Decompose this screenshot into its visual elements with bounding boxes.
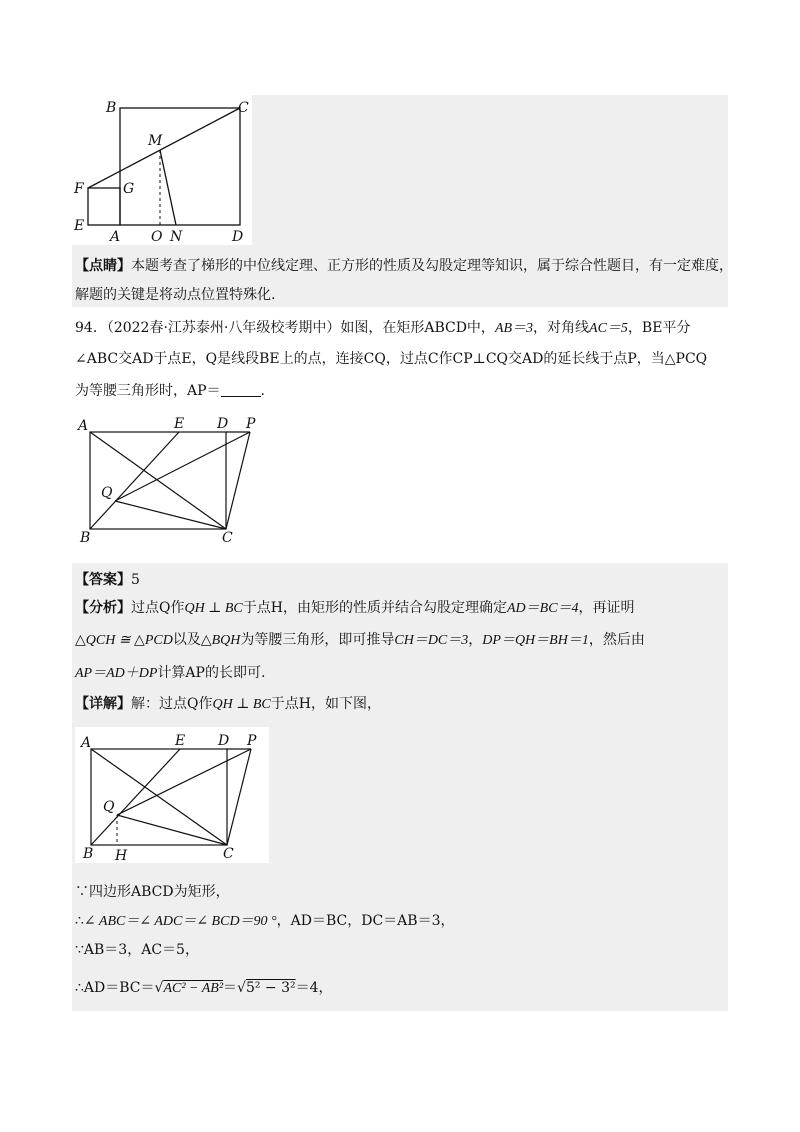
proof-radicand-1: AC² − AB² [163,981,224,996]
label-Q: Q [101,485,113,501]
trapezoid-square-figure [72,95,252,245]
label-M: M [148,133,163,149]
detail-line-1 [75,694,381,715]
dianjing-text-2: 解题的关键是将动点位置特殊化. [75,287,276,303]
label-C: C [223,846,234,862]
problem-line-1 [75,318,690,339]
label-P: P [247,733,257,749]
label-Q: Q [103,799,115,815]
analysis-math-bqh: △BQH [200,633,241,648]
analysis-line-3 [75,663,265,684]
label-O: O [151,229,163,245]
detail-text-1b: 于点H，如下图， [270,696,381,712]
analysis-text-1c: ，再证明 [578,600,635,616]
dianjing-line-1 [75,256,733,276]
dianjing-tag: 【点睛】 [75,258,131,274]
dianjing-text-1: 本题考查了梯形的中位线定理、正方形的性质及勾股定理等知识，属于综合性题目，有一定难度， [131,258,733,274]
problem-math-ac: AC＝5 [589,321,628,336]
proof-radicand-2: 5² − 3² [245,980,296,996]
label-E: E [74,218,85,234]
problem-line-2 [75,349,707,369]
proof-step-3 [75,940,199,960]
proof-text-2b: ，AD＝BC，DC＝AB＝3， [276,913,455,929]
sqrt-icon: √ [237,980,246,996]
label-C: C [238,100,249,116]
sqrt-icon: √ [154,980,164,996]
label-F: F [74,181,84,197]
analysis-tag: 【分析】 [75,600,131,616]
label-B: B [83,846,94,862]
proof-text-4a: ∴AD＝BC＝ [75,980,155,996]
label-A: A [81,735,92,751]
label-C: C [222,530,233,546]
label-H: H [115,848,128,863]
detail-math-qh: QH ⊥ BC [212,697,271,712]
problem-text-3a: 为等腰三角形时，AP＝ [75,383,221,399]
proof-text-4eq: ＝ [223,980,238,996]
problem-math-ab: AB＝3 [494,321,534,336]
rectangle-problem-figure [72,414,272,549]
answer-blank[interactable] [221,382,261,397]
proof-step-1 [75,882,230,902]
proof-text-1: ∵四边形ABCD为矩形， [75,884,230,900]
analysis-line-1 [75,598,635,619]
analysis-math-ch: CH＝DC＝3 [394,633,469,648]
label-D: D [232,229,244,245]
proof-text-2a: ∴ [75,913,84,929]
problem-text-1c: ，BE平分 [627,320,691,336]
analysis-text-2a: 以及 [172,632,201,648]
label-E: E [175,733,186,749]
problem-text-1a: 94．（2022春·江苏泰州·八年级校考期中）如图，在矩形ABCD中， [75,320,495,336]
label-N: N [170,229,183,245]
label-B: B [106,100,117,116]
analysis-math-ap: AP＝AD＋DP [75,666,158,681]
answer-line [75,570,140,590]
proof-step-4 [75,978,333,999]
analysis-math-congruent: △QCH ≅ △PCD [75,633,173,648]
problem-text-2: ∠ABC交AD于点E，Q是线段BE上的点，连接CQ，过点C作CP⊥CQ交AD的延长线于点P，当△PCQ [75,351,708,367]
answer-value: 5 [131,572,140,588]
analysis-text-2c: ， [468,632,483,648]
problem-text-1b: ，对角线 [533,320,590,336]
detail-tag: 【详解】 [75,696,131,712]
label-G: G [123,181,135,197]
problem-text-3b: . [260,383,265,399]
analysis-math-qh: QH ⊥ BC [184,601,243,616]
dianjing-line-2 [75,285,275,305]
answer-tag: 【答案】 [75,572,131,588]
analysis-text-3a: 计算AP的长即可. [157,665,266,681]
label-D: D [218,733,230,749]
analysis-line-2 [75,630,645,651]
analysis-math-dp: DP＝QH＝BH＝1 [482,633,589,648]
analysis-text-2d: ，然后由 [588,632,645,648]
rectangle-solution-figure [75,727,269,863]
label-A: A [78,418,89,434]
proof-text-4b: ＝4， [295,980,333,996]
proof-math-angles: ∠ ABC＝∠ ADC＝∠ BCD＝90 ° [83,914,277,929]
label-B: B [80,530,91,546]
analysis-text-1a: 过点Q作 [131,600,185,616]
label-P: P [246,416,256,432]
problem-line-3 [75,381,265,401]
label-D: D [217,416,229,432]
proof-step-2 [75,911,455,932]
analysis-text-1b: 于点H，由矩形的性质并结合勾股定理确定 [242,600,507,616]
label-E: E [174,416,185,432]
analysis-math-ad: AD＝BC＝4 [506,601,579,616]
label-A: A [110,229,121,245]
proof-text-3: ∵AB＝3，AC＝5， [75,942,199,958]
analysis-text-2b: 为等腰三角形，即可推导 [240,632,395,648]
detail-text-1a: 解：过点Q作 [131,696,213,712]
